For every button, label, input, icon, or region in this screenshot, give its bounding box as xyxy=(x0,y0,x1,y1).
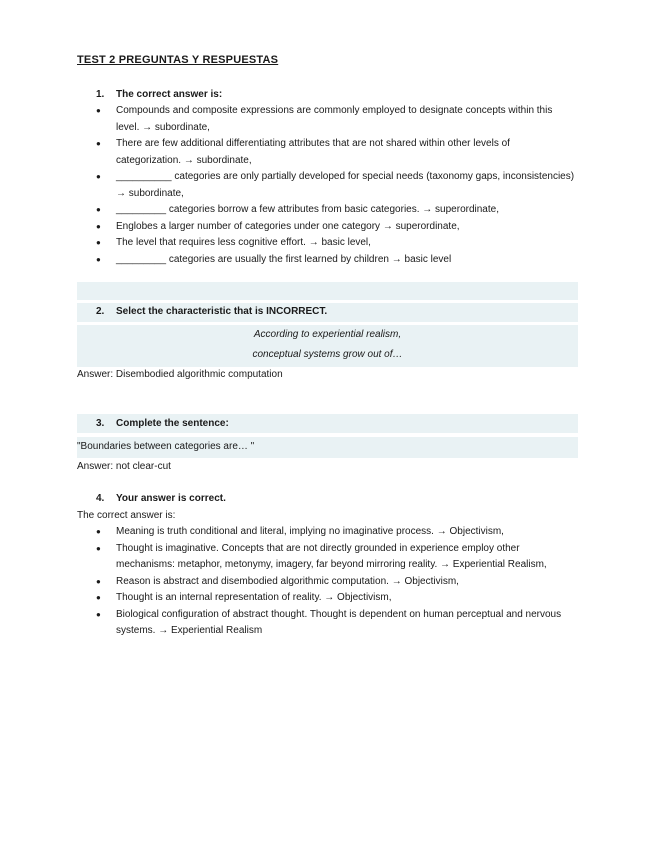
question-2-prompt-line-2: conceptual systems grow out of… xyxy=(252,349,403,360)
list-item: ● The level that requires less cognitive effort. → basic level, xyxy=(96,235,576,252)
question-4-heading xyxy=(96,492,226,506)
list-item: ● Biological configuration of abstract thought. Thought is dependent on human perceptual and nervous systems. → Experiential Realism xyxy=(96,607,576,640)
question-4-intro: The correct answer is: xyxy=(77,510,176,521)
list-item: ● Meaning is truth conditional and literal, implying no imaginative process. → Objectivism, xyxy=(96,524,576,541)
question-3-prompt: "Boundaries between categories are… " xyxy=(77,441,255,452)
question-3-text: Complete the sentence: xyxy=(116,418,229,429)
list-item: ● __________ categories are only partially developed for special needs (taxonomy gaps, inconsistencies) → subordinate, xyxy=(96,169,576,202)
list-item: ● _________ categories are usually the first learned by children → basic level xyxy=(96,252,576,269)
document-title: TEST 2 PREGUNTAS Y RESPUESTAS xyxy=(77,54,279,66)
list-item: ● _________ categories borrow a few attributes from basic categories. → superordinate, xyxy=(96,202,576,219)
list-item: ● There are few additional differentiating attributes that are not shared within other levels of categorization. → subordinate, xyxy=(96,136,576,169)
question-1-heading xyxy=(96,88,222,102)
question-4-text: Your answer is correct. xyxy=(116,493,226,504)
list-item: ● Reason is abstract and disembodied algorithmic computation. → Objectivism, xyxy=(96,574,576,591)
shaded-spacer xyxy=(77,282,578,300)
question-2-answer: Answer: Disembodied algorithmic computation xyxy=(77,369,283,380)
question-2-prompt-line-1: According to experiential realism, xyxy=(253,329,402,340)
list-item: ● Thought is an internal representation of reality. → Objectivism, xyxy=(96,590,576,607)
question-4-answer-list xyxy=(96,524,576,640)
question-1-text: The correct answer is: xyxy=(116,89,223,100)
question-2-number: 2. xyxy=(96,306,105,317)
question-3-heading xyxy=(96,417,229,431)
list-item: ● Englobes a larger number of categories under one category → superordinate, xyxy=(96,219,576,236)
question-3-answer: Answer: not clear-cut xyxy=(77,461,171,472)
list-item: ● Thought is imaginative. Concepts that are not directly grounded in experience employ other mechanisms: metaphor, metonymy, imagery, far beyond mirroring reality. → Experiential Realism, xyxy=(96,541,576,574)
question-2-text: Select the characteristic that is INCORRECT. xyxy=(116,306,328,317)
question-1-answer-list xyxy=(96,103,576,268)
list-item: ● Compounds and composite expressions are commonly employed to designate concepts within this level. → subordinate, xyxy=(96,103,576,136)
question-2-heading xyxy=(96,305,327,319)
question-3-number: 3. xyxy=(96,418,105,429)
question-4-number: 4. xyxy=(96,493,105,504)
question-1-number: 1. xyxy=(96,89,105,100)
